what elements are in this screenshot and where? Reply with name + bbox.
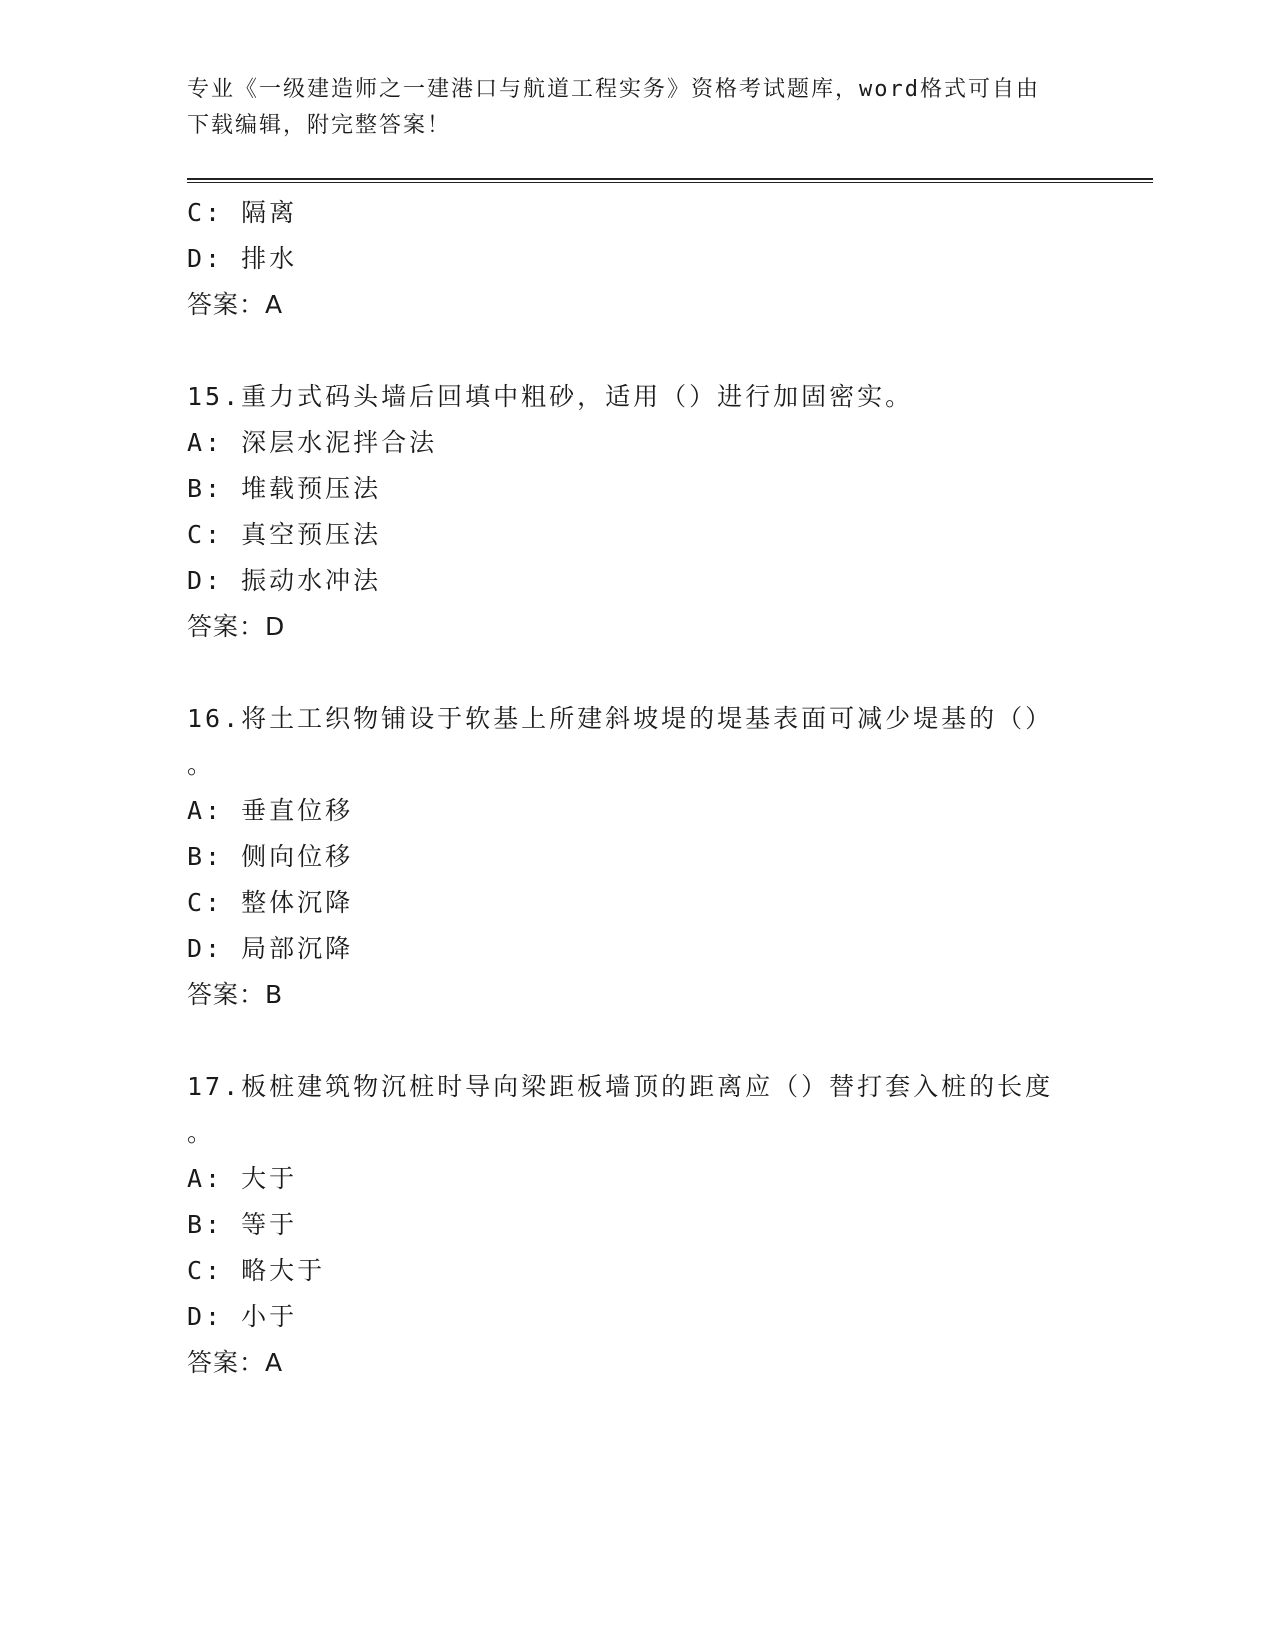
q17-option-d: D: 小于 — [187, 1302, 298, 1331]
q17-question-line-2: 。 — [187, 1118, 216, 1147]
q16-option-a: A: 垂直位移 — [187, 796, 354, 825]
q16-option-c: C: 整体沉降 — [187, 888, 354, 917]
q16-question-line-2: 。 — [187, 750, 216, 779]
q17-option-c: C: 略大于 — [187, 1256, 326, 1285]
q16-question-line-1: 16.将土工织物铺设于软基上所建斜坡堤的堤基表面可减少堤基的（） — [187, 704, 1054, 733]
header-line-1: 专业《一级建造师之一建港口与航道工程实务》资格考试题库，word格式可自由 — [187, 77, 1040, 102]
question-16 — [187, 696, 1087, 1018]
q14-answer: 答案：A — [187, 290, 284, 319]
header-divider-thick — [187, 178, 1153, 180]
q17-question-line-1: 17.板桩建筑物沉桩时导向梁距板墙顶的距离应（）替打套入桩的长度 — [187, 1072, 1054, 1101]
q15-option-c: C: 真空预压法 — [187, 520, 382, 549]
q16-option-d: D: 局部沉降 — [187, 934, 354, 963]
q14-option-d: D: 排水 — [187, 244, 298, 273]
q15-option-b: B: 堆载预压法 — [187, 474, 382, 503]
question-14 — [187, 190, 1087, 328]
q15-answer: 答案：D — [187, 612, 286, 641]
q15-question: 15.重力式码头墙后回填中粗砂，适用（）进行加固密实。 — [187, 382, 914, 411]
q16-option-b: B: 侧向位移 — [187, 842, 354, 871]
q14-option-c: C: 隔离 — [187, 198, 298, 227]
q16-answer: 答案：B — [187, 980, 284, 1009]
document-header — [187, 72, 1067, 144]
header-line-2: 下载编辑，附完整答案！ — [187, 113, 452, 138]
q15-option-a: A: 深层水泥拌合法 — [187, 428, 438, 457]
q15-option-d: D: 振动水冲法 — [187, 566, 382, 595]
question-15 — [187, 374, 1087, 650]
header-divider-thin — [187, 182, 1153, 183]
q17-option-a: A: 大于 — [187, 1164, 298, 1193]
question-17 — [187, 1064, 1087, 1386]
question-list — [187, 190, 1087, 1386]
q17-option-b: B: 等于 — [187, 1210, 298, 1239]
q17-answer: 答案：A — [187, 1348, 284, 1377]
